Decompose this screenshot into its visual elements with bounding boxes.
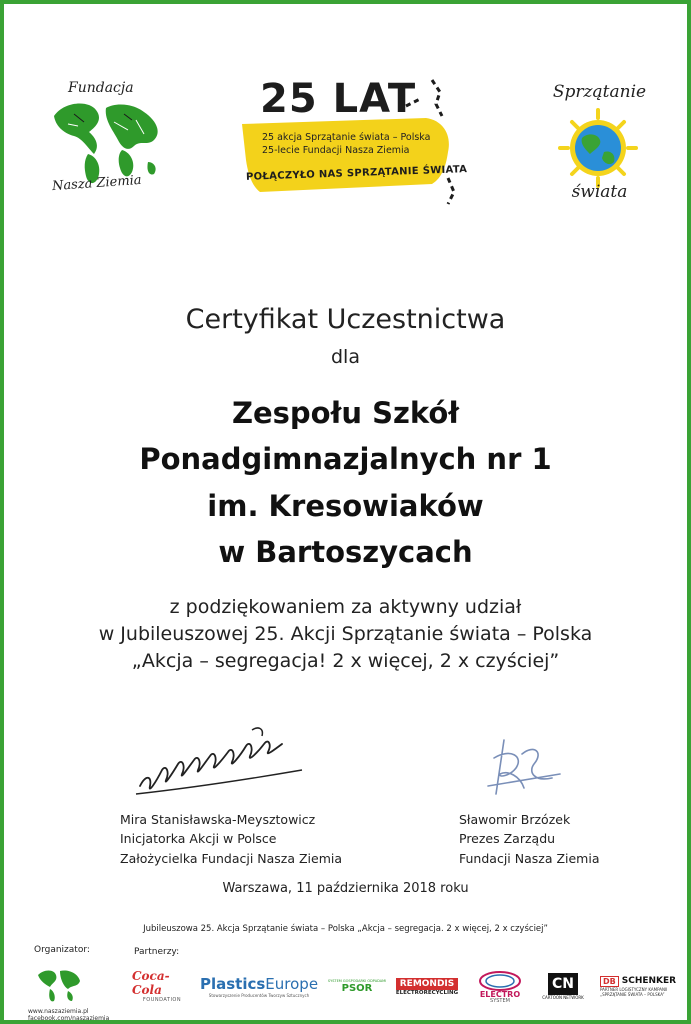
electro-name: ELECTRO — [479, 989, 521, 999]
thanks-block — [4, 594, 687, 675]
signature-right — [474, 734, 574, 804]
db-sub-2: „SPRZĄTANIE ŚWIATA – POLSKA” — [600, 991, 665, 997]
signer-left — [120, 810, 342, 868]
thanks-line-2: w Jubileuszowej 25. Akcji Sprzątanie świata – Polska — [98, 622, 593, 645]
cn-sub: CARTOON NETWORK — [542, 994, 584, 1000]
place-date: Warszawa, 11 października 2018 roku — [222, 881, 469, 896]
partner-electro-system-logo — [474, 966, 526, 1006]
sprzatanie-swiata-logo — [532, 78, 667, 213]
anniversary-big-text: 25 LAT — [260, 76, 417, 122]
electro-ring-icon — [474, 969, 526, 991]
logo-text-swiata: świata — [571, 182, 628, 202]
thanks-line-1: z podziękowaniem za aktywny udział — [169, 596, 522, 618]
signer-left-role-2: Założycielka Fundacji Nasza Ziemia — [120, 850, 343, 866]
organizer-facebook[interactable]: facebook.com/naszaziemia — [28, 1014, 110, 1022]
signature-left — [132, 716, 312, 806]
partner-psor-logo — [328, 970, 386, 1002]
recipient-line-3: im. Kresowiaków — [207, 488, 484, 523]
plastics-sub: Stowarzyszenie Producentów Tworzyw Sztucznych — [208, 993, 310, 998]
anniversary-logo — [236, 74, 468, 209]
anniversary-line-2: 25-lecie Fundacji Nasza Ziemia — [262, 145, 410, 156]
db-sub-1: PARTNER LOGISTYCZNY KAMPANII — [600, 986, 668, 992]
organizer-web — [28, 1009, 109, 1023]
organizer-website[interactable]: www.naszaziemia.pl — [28, 1008, 89, 1015]
footer-campaign-line: Jubileuszowa 25. Akcja Sprzątanie świata – Polska „Akcja – segregacja. 2 x więcej, 2 x czyściej” — [143, 924, 548, 934]
anniversary-line-1: 25 akcja Sprzątanie świata – Polska — [262, 132, 431, 143]
signer-right — [459, 810, 600, 868]
logo-text-sprzatanie: Sprzątanie — [552, 82, 647, 102]
signer-right-role-2: Fundacji Nasza Ziemia — [459, 850, 600, 866]
logo-text-nasza-ziemia: Nasza Ziemia — [51, 172, 143, 195]
partners-label: Partnerzy: — [134, 947, 180, 957]
cn-mark: CN — [548, 973, 578, 995]
recipient-block — [4, 390, 687, 576]
partner-remondis-logo — [396, 974, 458, 1000]
organizer-logo-icon — [34, 959, 84, 1009]
partner-db-schenker-logo — [600, 968, 684, 1004]
coca-cola-wordmark: Coca-Cola — [132, 969, 170, 997]
signer-right-role-1: Prezes Zarządu — [459, 831, 556, 847]
psor-name: PSOR — [341, 982, 373, 994]
anniversary-slogan: POŁĄCZYŁO NAS SPRZĄTANIE ŚWIATA — [245, 164, 468, 183]
partner-cartoon-network-logo — [538, 968, 588, 1004]
certificate-title: Certyfikat Uczestnictwa — [185, 304, 506, 335]
recipient-line-1: Zespołu Szkół — [231, 396, 460, 430]
coca-cola-sub: FOUNDATION — [142, 997, 182, 1003]
organizer-label: Organizator: — [34, 945, 90, 955]
europe-word: Europe — [265, 975, 319, 993]
partner-coca-cola-logo — [132, 967, 192, 1005]
recipient-line-2: Ponadgimnazjalnych nr 1 — [139, 442, 552, 477]
partner-plastics-europe-logo — [200, 966, 318, 1006]
remondis-name: REMONDIS — [396, 978, 459, 990]
signer-right-name: Sławomir Brzózek — [459, 812, 571, 827]
fundacja-nasza-ziemia-logo — [44, 76, 169, 211]
signer-left-role-1: Inicjatorka Akcji w Polsce — [120, 831, 277, 847]
plastics-word: Plastics — [199, 975, 266, 993]
thanks-line-3: „Akcja – segregacja! 2 x więcej, 2 x czyściej” — [131, 649, 560, 672]
schenker-name: SCHENKER — [621, 976, 677, 986]
certificate-for: dla — [331, 346, 360, 368]
logo-text-fundacja: Fundacja — [68, 80, 134, 96]
recipient-line-4: w Bartoszycach — [218, 535, 473, 570]
psor-top: SYSTEM GOSPODARKI ODPADAMI — [327, 978, 387, 983]
remondis-sub: ELECTRORECYCLING — [395, 990, 459, 996]
electro-sub: SYSTEM — [490, 997, 510, 1004]
signer-left-name: Mira Stanisławska-Meysztowicz — [120, 812, 316, 827]
db-mark: DB — [600, 976, 619, 987]
